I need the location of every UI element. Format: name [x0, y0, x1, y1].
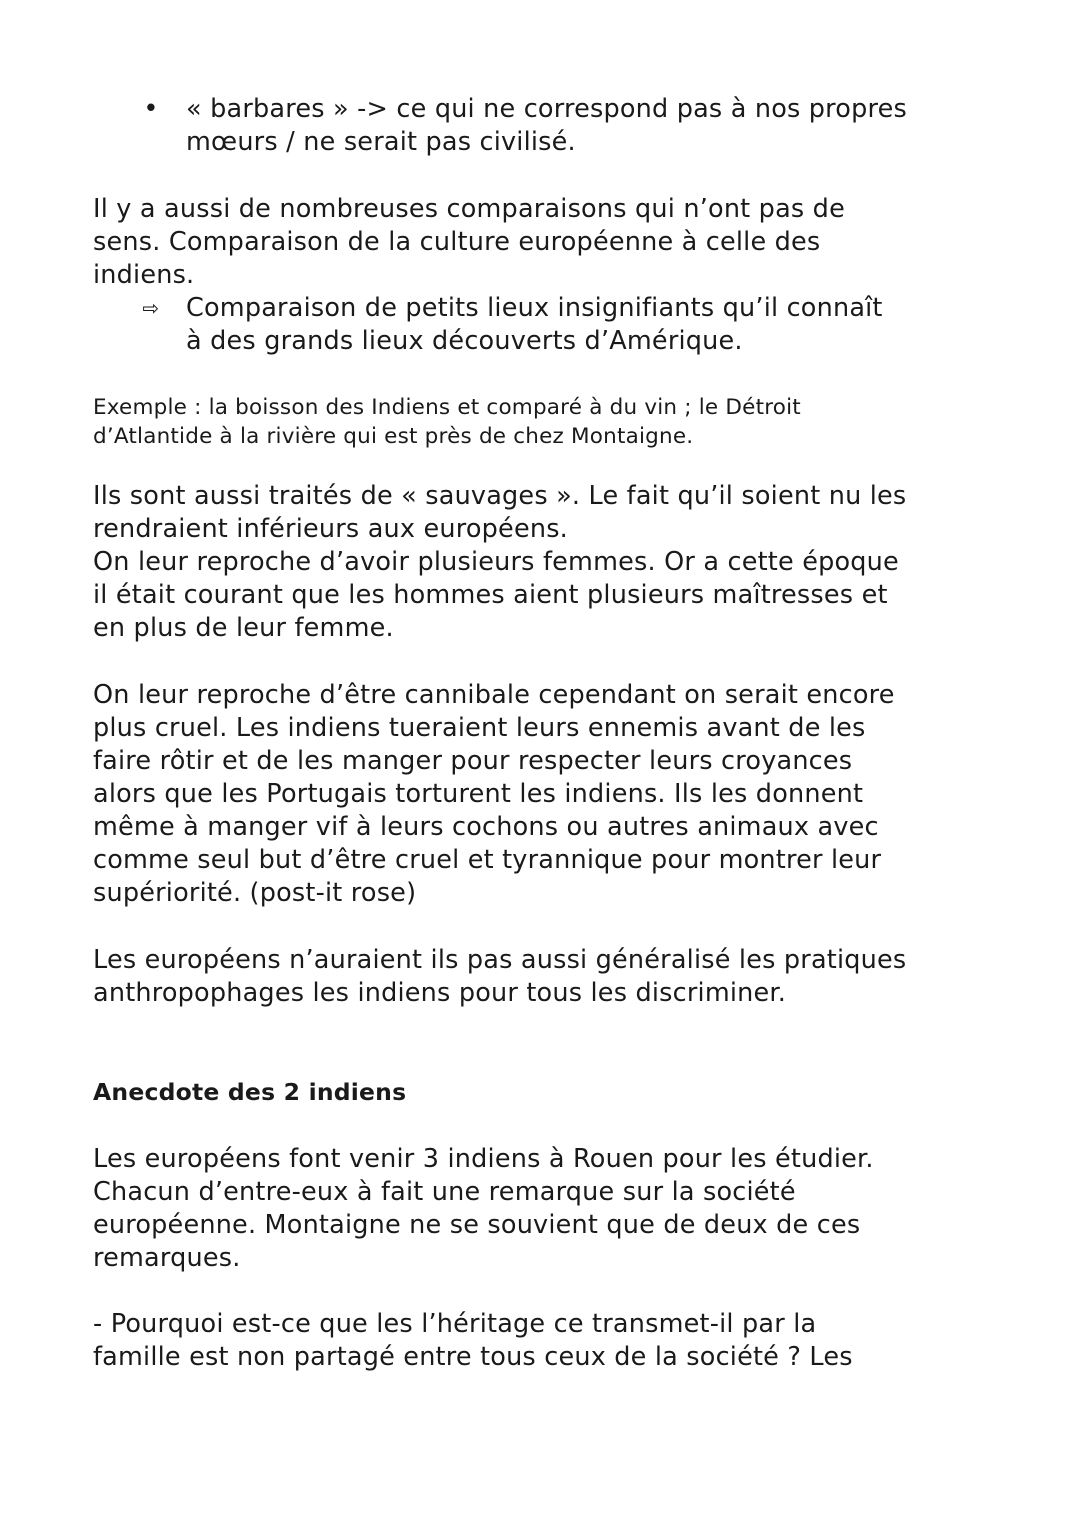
- text-line: alors que les Portugais torturent les indiens. Ils les donnent: [93, 779, 864, 809]
- text-line: Chacun d’entre-eux à fait une remarque sur la société: [93, 1177, 796, 1207]
- paragraph-generalise: [93, 944, 993, 1010]
- text-line: Les européens font venir 3 indiens à Rouen pour les étudier.: [93, 1144, 874, 1174]
- text-line: mœurs / ne serait pas civilisé.: [186, 127, 576, 157]
- text-line: - Pourquoi est-ce que les l’héritage ce transmet-il par la: [93, 1309, 817, 1339]
- paragraph-rouen: [93, 1143, 993, 1275]
- text-line: famille est non partagé entre tous ceux de la société ? Les: [93, 1342, 853, 1372]
- paragraph-sauvages: [93, 480, 993, 645]
- text-line: même à manger vif à leurs cochons ou autres animaux avec: [93, 812, 879, 842]
- heading-text: Anecdote des 2 indiens: [93, 1078, 407, 1106]
- text-line: « barbares » -> ce qui ne correspond pas à nos propres: [186, 94, 907, 124]
- arrow-right-icon: ⇨: [142, 296, 160, 320]
- text-line: faire rôtir et de les manger pour respecter leurs croyances: [93, 746, 853, 776]
- text-line: plus cruel. Les indiens tueraient leurs ennemis avant de les: [93, 713, 866, 743]
- text-line: il était courant que les hommes aient plusieurs maîtresses et: [93, 580, 888, 610]
- text-line: anthropophages les indiens pour tous les discriminer.: [93, 978, 787, 1008]
- paragraph-heritage: [93, 1308, 993, 1374]
- text-line: On leur reproche d’avoir plusieurs femmes. Or a cette époque: [93, 547, 899, 577]
- section-heading: [93, 1076, 993, 1109]
- text-line: Comparaison de petits lieux insignifiants qu’il connaît: [186, 293, 883, 323]
- text-line: Ils sont aussi traités de « sauvages ». Le fait qu’il soient nu les: [93, 481, 907, 511]
- text-line: à des grands lieux découverts d’Amérique.: [186, 326, 743, 356]
- text-line: Il y a aussi de nombreuses comparaisons qui n’ont pas de: [93, 194, 845, 224]
- text-line: Les européens n’auraient ils pas aussi généralisé les pratiques: [93, 945, 907, 975]
- text-line: On leur reproche d’être cannibale cependant on serait encore: [93, 680, 895, 710]
- bullet-icon: •: [143, 94, 159, 124]
- bullet-item-barbares: [93, 93, 993, 159]
- text-line: comme seul but d’être cruel et tyrannique pour montrer leur: [93, 845, 882, 875]
- text-line: sens. Comparaison de la culture européenne à celle des: [93, 227, 821, 257]
- paragraph-cannibale: [93, 679, 993, 910]
- text-line: remarques.: [93, 1243, 241, 1273]
- example-paragraph: [93, 393, 993, 451]
- arrow-item-lieux: [93, 292, 993, 358]
- text-line: d’Atlantide à la rivière qui est près de chez Montaigne.: [93, 424, 694, 449]
- text-line: Exemple : la boisson des Indiens et comparé à du vin ; le Détroit: [93, 395, 801, 420]
- text-line: indiens.: [93, 260, 195, 290]
- paragraph-comparaisons: [93, 193, 993, 292]
- text-line: en plus de leur femme.: [93, 613, 394, 643]
- text-line: supériorité. (post-it rose): [93, 878, 417, 908]
- text-line: européenne. Montaigne ne se souvient que de deux de ces: [93, 1210, 861, 1240]
- text-line: rendraient inférieurs aux européens.: [93, 514, 568, 544]
